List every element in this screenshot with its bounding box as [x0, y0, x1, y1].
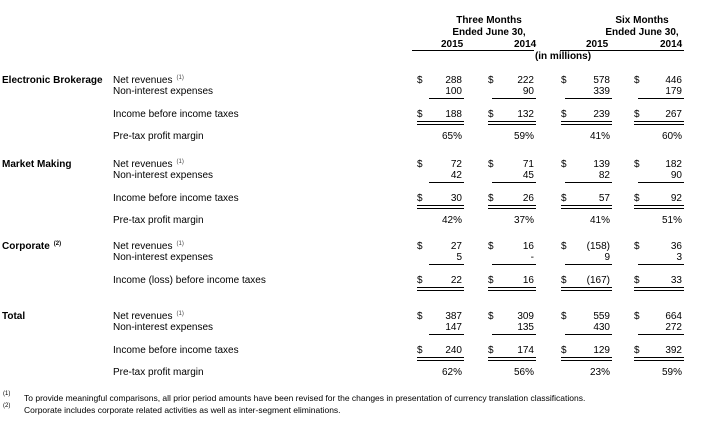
footnote-marker: (1) [176, 240, 184, 247]
dollar-sign: $ [561, 159, 567, 170]
net-revenue-value: 446 [665, 75, 682, 86]
total-rule [634, 205, 684, 209]
total-rule [561, 121, 612, 125]
total-rule [561, 357, 612, 361]
footnote-marker: (1) [3, 391, 11, 397]
income-label: Income before income taxes [113, 193, 239, 204]
income-value: 267 [665, 109, 682, 120]
income-value: (167) [586, 275, 610, 286]
dollar-sign: $ [561, 241, 567, 252]
margin-value: 62% [441, 367, 462, 378]
income-value: 239 [593, 109, 610, 120]
net-revenue-value: 16 [522, 241, 534, 252]
net-revenues-label-text: Net revenues [113, 75, 173, 86]
subtotal-rule [565, 334, 612, 335]
dollar-sign: $ [488, 275, 494, 286]
total-rule [417, 357, 464, 361]
non-interest-expense-value: - [530, 252, 534, 263]
dollar-sign: $ [561, 109, 567, 120]
dollar-sign: $ [488, 241, 494, 252]
net-revenue-value: 288 [445, 75, 462, 86]
net-revenue-value: 139 [593, 159, 610, 170]
margin-value: 41% [589, 131, 610, 142]
net-revenues-label-text: Net revenues [113, 241, 173, 252]
net-revenue-value: 36 [670, 241, 682, 252]
margin-value: 42% [441, 215, 462, 226]
non-interest-expenses-label: Non-interest expenses [113, 170, 214, 181]
subtotal-rule [565, 182, 612, 183]
net-revenues-label [113, 159, 184, 170]
net-revenues-label [113, 75, 184, 86]
total-rule [634, 121, 684, 125]
non-interest-expense-value: 45 [522, 170, 534, 181]
net-revenue-value: 664 [665, 311, 682, 322]
income-value: 30 [450, 193, 462, 204]
income-value: 92 [670, 193, 682, 204]
net-revenue-value: 387 [445, 311, 462, 322]
margin-value: 59% [513, 131, 534, 142]
non-interest-expense-value: 179 [665, 86, 682, 97]
segment-name: Electronic Brokerage [2, 75, 103, 86]
total-rule [417, 121, 464, 125]
subtotal-rule [429, 334, 464, 335]
margin-value: 23% [589, 367, 610, 378]
non-interest-expense-value: 339 [593, 86, 610, 97]
total-rule [488, 205, 536, 209]
total-rule [561, 205, 612, 209]
net-revenue-value: 309 [517, 311, 534, 322]
subtotal-rule [565, 264, 612, 265]
non-interest-expense-value: 430 [593, 322, 610, 333]
footnote-marker: (2) [3, 403, 11, 409]
segment-name: Total [2, 311, 26, 322]
margin-value: 37% [513, 215, 534, 226]
subtotal-rule [638, 98, 684, 99]
margin-label: Pre-tax profit margin [113, 131, 204, 142]
non-interest-expense-value: 3 [676, 252, 682, 263]
footnote-1: To provide meaningful comparisons, all prior period amounts have been revised for the changes in presentation of currency translation classifications. [24, 393, 586, 403]
total-rule [561, 287, 612, 291]
year-header: 2014 [660, 39, 683, 50]
subtotal-rule [638, 334, 684, 335]
three-months-subheading: Ended June 30, [452, 27, 526, 38]
subtotal-rule [638, 182, 684, 183]
non-interest-expenses-label: Non-interest expenses [113, 322, 214, 333]
non-interest-expenses-label: Non-interest expenses [113, 86, 214, 97]
dollar-sign: $ [561, 275, 567, 286]
footnote-marker: (1) [176, 158, 184, 165]
dollar-sign: $ [488, 345, 494, 356]
income-value: 33 [670, 275, 682, 286]
subtotal-rule [429, 98, 464, 99]
net-revenue-value: 578 [593, 75, 610, 86]
dollar-sign: $ [417, 109, 423, 120]
subtotal-rule [492, 264, 536, 265]
net-revenue-value: (158) [586, 241, 610, 252]
dollar-sign: $ [417, 311, 423, 322]
net-revenue-value: 27 [450, 241, 462, 252]
margin-label: Pre-tax profit margin [113, 367, 204, 378]
footnote-marker: (1) [176, 310, 184, 317]
dollar-sign: $ [561, 311, 567, 322]
income-value: 22 [450, 275, 462, 286]
income-label: Income before income taxes [113, 345, 239, 356]
segment-name-text: Corporate [2, 241, 50, 252]
dollar-sign: $ [417, 275, 423, 286]
dollar-sign: $ [417, 193, 423, 204]
non-interest-expense-value: 272 [665, 322, 682, 333]
dollar-sign: $ [417, 159, 423, 170]
total-rule [634, 357, 684, 361]
year-header: 2015 [586, 39, 609, 50]
net-revenues-label-text: Net revenues [113, 311, 173, 322]
dollar-sign: $ [634, 311, 640, 322]
footnote-2: Corporate includes corporate related activities as well as inter-segment eliminations. [24, 405, 341, 415]
net-revenue-value: 222 [517, 75, 534, 86]
total-rule [417, 287, 464, 291]
six-months-subheading: Ended June 30, [605, 27, 679, 38]
non-interest-expense-value: 82 [598, 170, 610, 181]
non-interest-expense-value: 147 [445, 322, 462, 333]
margin-label: Pre-tax profit margin [113, 215, 204, 226]
subtotal-rule [429, 264, 464, 265]
total-rule [488, 357, 536, 361]
margin-value: 51% [661, 215, 682, 226]
income-value: 240 [445, 345, 462, 356]
year-header: 2014 [514, 39, 537, 50]
total-rule [417, 205, 464, 209]
segment-name [2, 241, 61, 252]
subtotal-rule [492, 182, 536, 183]
net-revenue-value: 559 [593, 311, 610, 322]
dollar-sign: $ [634, 275, 640, 286]
subtotal-rule [565, 98, 612, 99]
dollar-sign: $ [634, 109, 640, 120]
income-value: 174 [517, 345, 534, 356]
subtotal-rule [492, 98, 536, 99]
dollar-sign: $ [417, 345, 423, 356]
dollar-sign: $ [488, 311, 494, 322]
net-revenue-value: 182 [665, 159, 682, 170]
footnote-marker: (2) [53, 240, 62, 247]
subtotal-rule [492, 334, 536, 335]
income-label: Income before income taxes [113, 109, 239, 120]
income-label: Income (loss) before income taxes [113, 275, 266, 286]
header-underline [412, 50, 534, 51]
footnote-marker: (1) [176, 74, 184, 81]
net-revenue-value: 71 [522, 159, 534, 170]
non-interest-expenses-label: Non-interest expenses [113, 252, 214, 263]
non-interest-expense-value: 90 [522, 86, 534, 97]
income-value: 57 [598, 193, 610, 204]
dollar-sign: $ [634, 345, 640, 356]
income-value: 392 [665, 345, 682, 356]
income-value: 16 [522, 275, 534, 286]
dollar-sign: $ [634, 75, 640, 86]
subtotal-rule [429, 182, 464, 183]
net-revenues-label-text: Net revenues [113, 159, 173, 170]
non-interest-expense-value: 100 [445, 86, 462, 97]
margin-value: 56% [513, 367, 534, 378]
dollar-sign: $ [634, 241, 640, 252]
dollar-sign: $ [561, 193, 567, 204]
income-value: 132 [517, 109, 534, 120]
year-header: 2015 [441, 39, 464, 50]
non-interest-expense-value: 5 [456, 252, 462, 263]
six-months-heading: Six Months [615, 15, 669, 26]
dollar-sign: $ [488, 159, 494, 170]
non-interest-expense-value: 90 [670, 170, 682, 181]
dollar-sign: $ [634, 193, 640, 204]
net-revenue-value: 72 [450, 159, 462, 170]
total-rule [634, 287, 684, 291]
dollar-sign: $ [561, 345, 567, 356]
margin-value: 41% [589, 215, 610, 226]
income-value: 129 [593, 345, 610, 356]
dollar-sign: $ [488, 75, 494, 86]
net-revenues-label [113, 241, 184, 252]
unit-label: (in millions) [534, 51, 592, 62]
dollar-sign: $ [488, 193, 494, 204]
total-rule [488, 287, 536, 291]
margin-value: 60% [661, 131, 682, 142]
dollar-sign: $ [417, 75, 423, 86]
total-rule [488, 121, 536, 125]
non-interest-expense-value: 42 [450, 170, 462, 181]
dollar-sign: $ [561, 75, 567, 86]
dollar-sign: $ [634, 159, 640, 170]
non-interest-expense-value: 9 [604, 252, 610, 263]
non-interest-expense-value: 135 [517, 322, 534, 333]
subtotal-rule [638, 264, 684, 265]
income-value: 188 [445, 109, 462, 120]
dollar-sign: $ [488, 109, 494, 120]
income-value: 26 [522, 193, 534, 204]
three-months-heading: Three Months [456, 15, 522, 26]
segment-name: Market Making [2, 159, 72, 170]
dollar-sign: $ [417, 241, 423, 252]
margin-value: 65% [441, 131, 462, 142]
net-revenues-label [113, 311, 184, 322]
margin-value: 59% [661, 367, 682, 378]
